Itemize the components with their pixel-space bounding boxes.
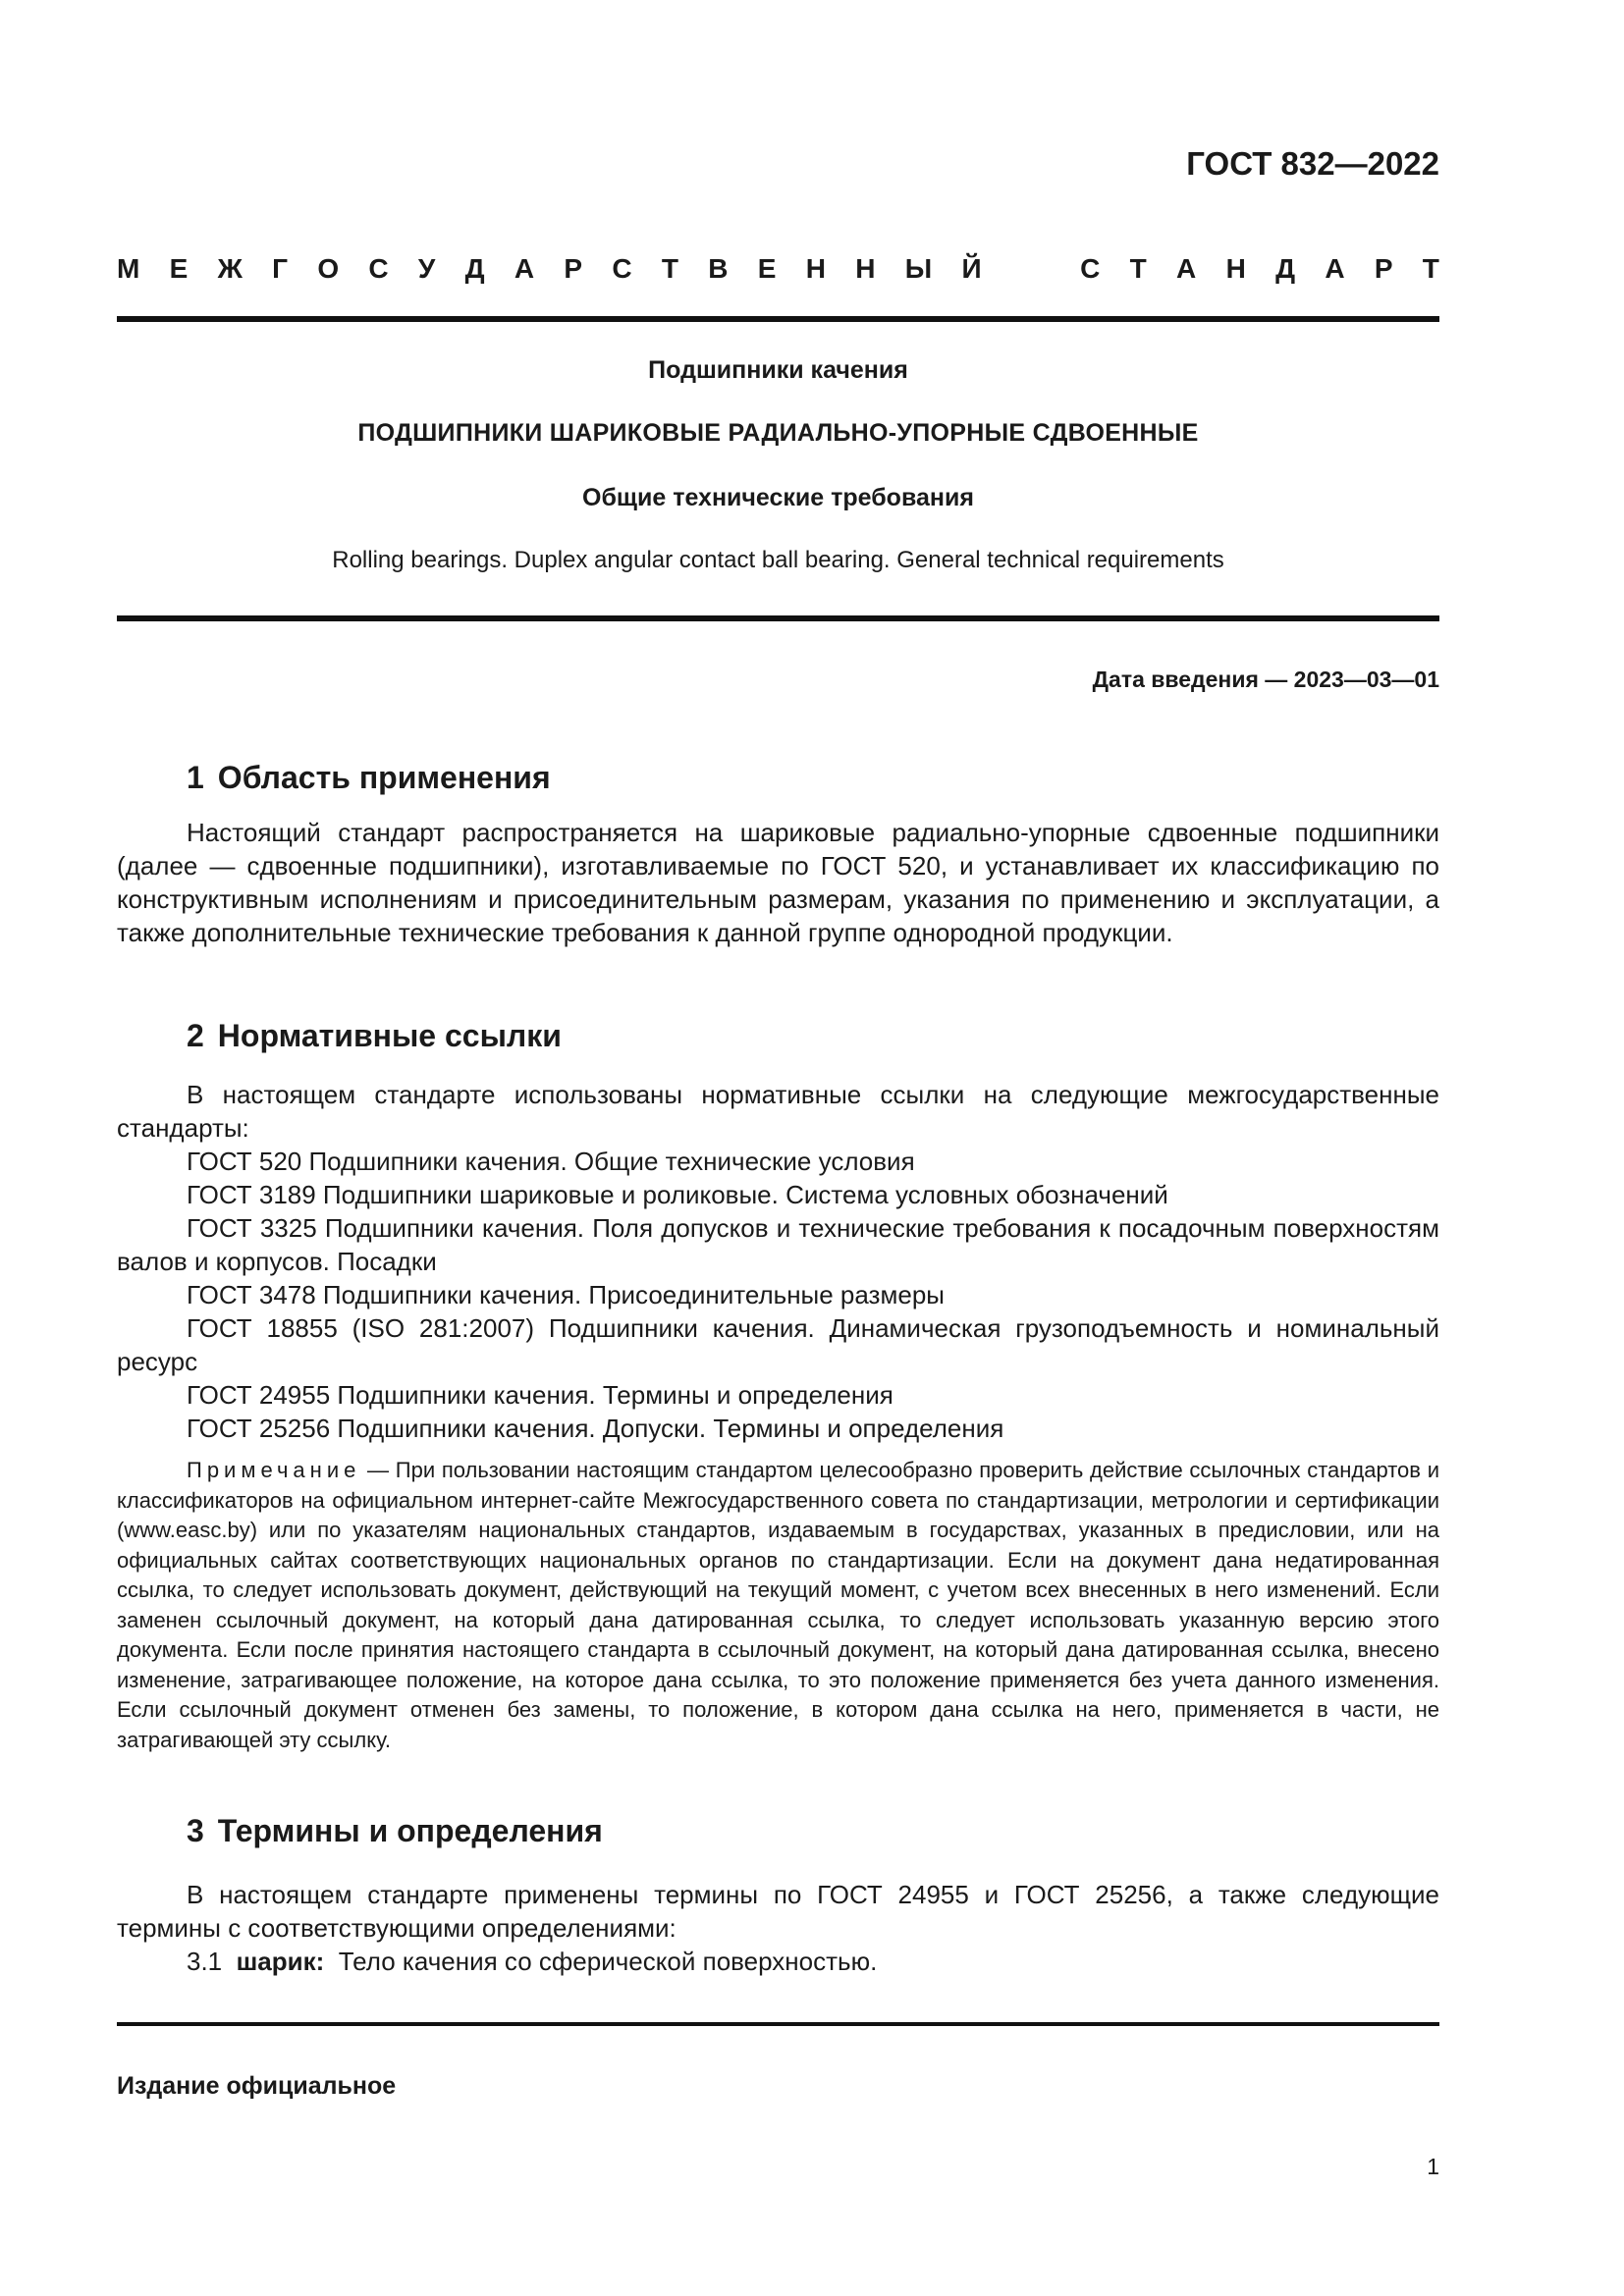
banner-letter: Г [272,253,289,284]
title-main: ПОДШИПНИКИ ШАРИКОВЫЕ РАДИАЛЬНО-УПОРНЫЕ СДВОЕННЫЕ [357,419,1199,447]
banner-letter: У [417,253,436,284]
banner-letter: Т [661,253,678,284]
banner-letter: Е [169,253,189,284]
page-number: 1 [1427,2154,1439,2179]
document-code: ГОСТ 832—2022 [1186,145,1439,182]
term-number: 3.1 [187,1947,223,1976]
banner-letter: Н [855,253,876,284]
banner-letter: Ж [217,253,243,284]
section-3-intro: В настоящем стандарте применены термины по ГОСТ 24955 и ГОСТ 25256, а также следующие термины с соответствующими определениями: [117,1880,1439,1943]
banner-word-gap [1011,252,1051,286]
reference-list-item: ГОСТ 3325 Подшипники качения. Поля допусков и технические требования к посадочным поверхностям валов и корпусов. Посадки [117,1213,1439,1276]
note-text: — При пользовании настоящим стандартом целесообразно проверить действие ссылочных стандартов и классификаторов на официальном интернет-сайте Межгосударственного совета по стандартизации, метрологии и сертификации (www.easc.by) или по указателям национальных стандартов, издаваемым в государствах, указанных в предисловии, или на официальных сайтах соответствующих национальных органов по стандартизации. Если на документ дана недатированная ссылка, то следует использовать документ, действующий на текущий момент, с учетом всех внесенных в него изменений. Если заменен ссылочный документ, на который дана датированная ссылка, то следует использовать указанную версию этого документа. Если после принятия настоящего стандарта в ссылочный документ, на который дана датированная ссылка, внесено изменение, затрагивающее положение, на которое дана ссылка, то это положение применяется без учета данного изменения. Если ссылочный документ отменен без замены, то положение, в котором дана ссылка на него, применяется в части, не затрагивающей эту ссылку. [117,1458,1439,1752]
reference-list-item: ГОСТ 3478 Подшипники качения. Присоединительные размеры [187,1280,945,1309]
reference-list-item: ГОСТ 18855 (ISO 281:2007) Подшипники качения. Динамическая грузоподъемность и номинальный ресурс [117,1313,1439,1376]
header-divider [117,316,1439,322]
banner-letter: А [514,253,535,284]
reference-list-item: ГОСТ 24955 Подшипники качения. Термины и определения [187,1380,893,1410]
section-heading-3 [187,1813,603,1849]
title-divider [117,615,1439,621]
section-number: 2 [187,1018,204,1053]
banner-letter: Т [1129,253,1147,284]
banner-letter: Н [805,253,826,284]
banner-letter: С [1080,253,1101,284]
introduction-date: Дата введения — 2023—03—01 [1092,667,1439,692]
section-title: Нормативные ссылки [217,1018,562,1053]
interstate-standard-banner [117,252,1439,286]
section-title: Область применения [217,760,551,795]
title-english: Rolling bearings. Duplex angular contact ball bearing. General technical requirements [332,547,1224,573]
section-number: 1 [187,760,204,795]
reference-list-item: ГОСТ 3189 Подшипники шариковые и роликовые. Система условных обозначений [187,1180,1168,1209]
term-name: шарик: [236,1947,325,1976]
term-definition-text: Тело качения со сферической поверхностью. [338,1947,878,1976]
title-sub: Общие технические требования [582,484,974,511]
banner-letter: С [612,253,632,284]
banner-letter: Р [564,253,583,284]
banner-letter: Е [757,253,777,284]
reference-note [117,1456,1439,1755]
banner-letter: О [317,253,340,284]
reference-list-item: ГОСТ 25256 Подшипники качения. Допуски. Термины и определения [187,1414,1004,1443]
banner-letter: М [117,253,140,284]
banner-letter: Д [464,253,485,284]
section-heading-2 [187,1018,562,1054]
section-1-paragraph: Настоящий стандарт распространяется на шариковые радиально-упорные сдвоенные подшипники (далее — сдвоенные подшипники), изготавливаемые по ГОСТ 520, и устанавливает их классификацию по конструктивным исполнениям и присоединительным размерам, указания по применению и эксплуатации, а также дополнительные технические требования к данной группе однородной продукции. [117,818,1439,947]
banner-letter: В [708,253,729,284]
reference-list-item: ГОСТ 520 Подшипники качения. Общие технические условия [187,1147,915,1176]
banner-letter: Т [1422,253,1439,284]
banner-letter: С [368,253,389,284]
banner-letter: А [1176,253,1197,284]
official-edition-label: Издание официальное [117,2072,397,2100]
note-label: Примечание [187,1458,361,1482]
banner-letter: Р [1374,253,1393,284]
section-2-intro: В настоящем стандарте использованы нормативные ссылки на следующие межгосударственные стандарты: [117,1080,1439,1143]
section-title: Термины и определения [217,1813,603,1848]
title-group: Подшипники качения [648,356,908,384]
section-number: 3 [187,1813,204,1848]
banner-letter: Й [961,253,982,284]
banner-letter: Н [1225,253,1246,284]
banner-letter: А [1325,253,1345,284]
banner-letter: Ы [904,253,933,284]
banner-letter: Д [1275,253,1296,284]
section-heading-1 [187,760,551,796]
term-definition [117,1945,1439,1978]
footer-divider [117,2022,1439,2026]
